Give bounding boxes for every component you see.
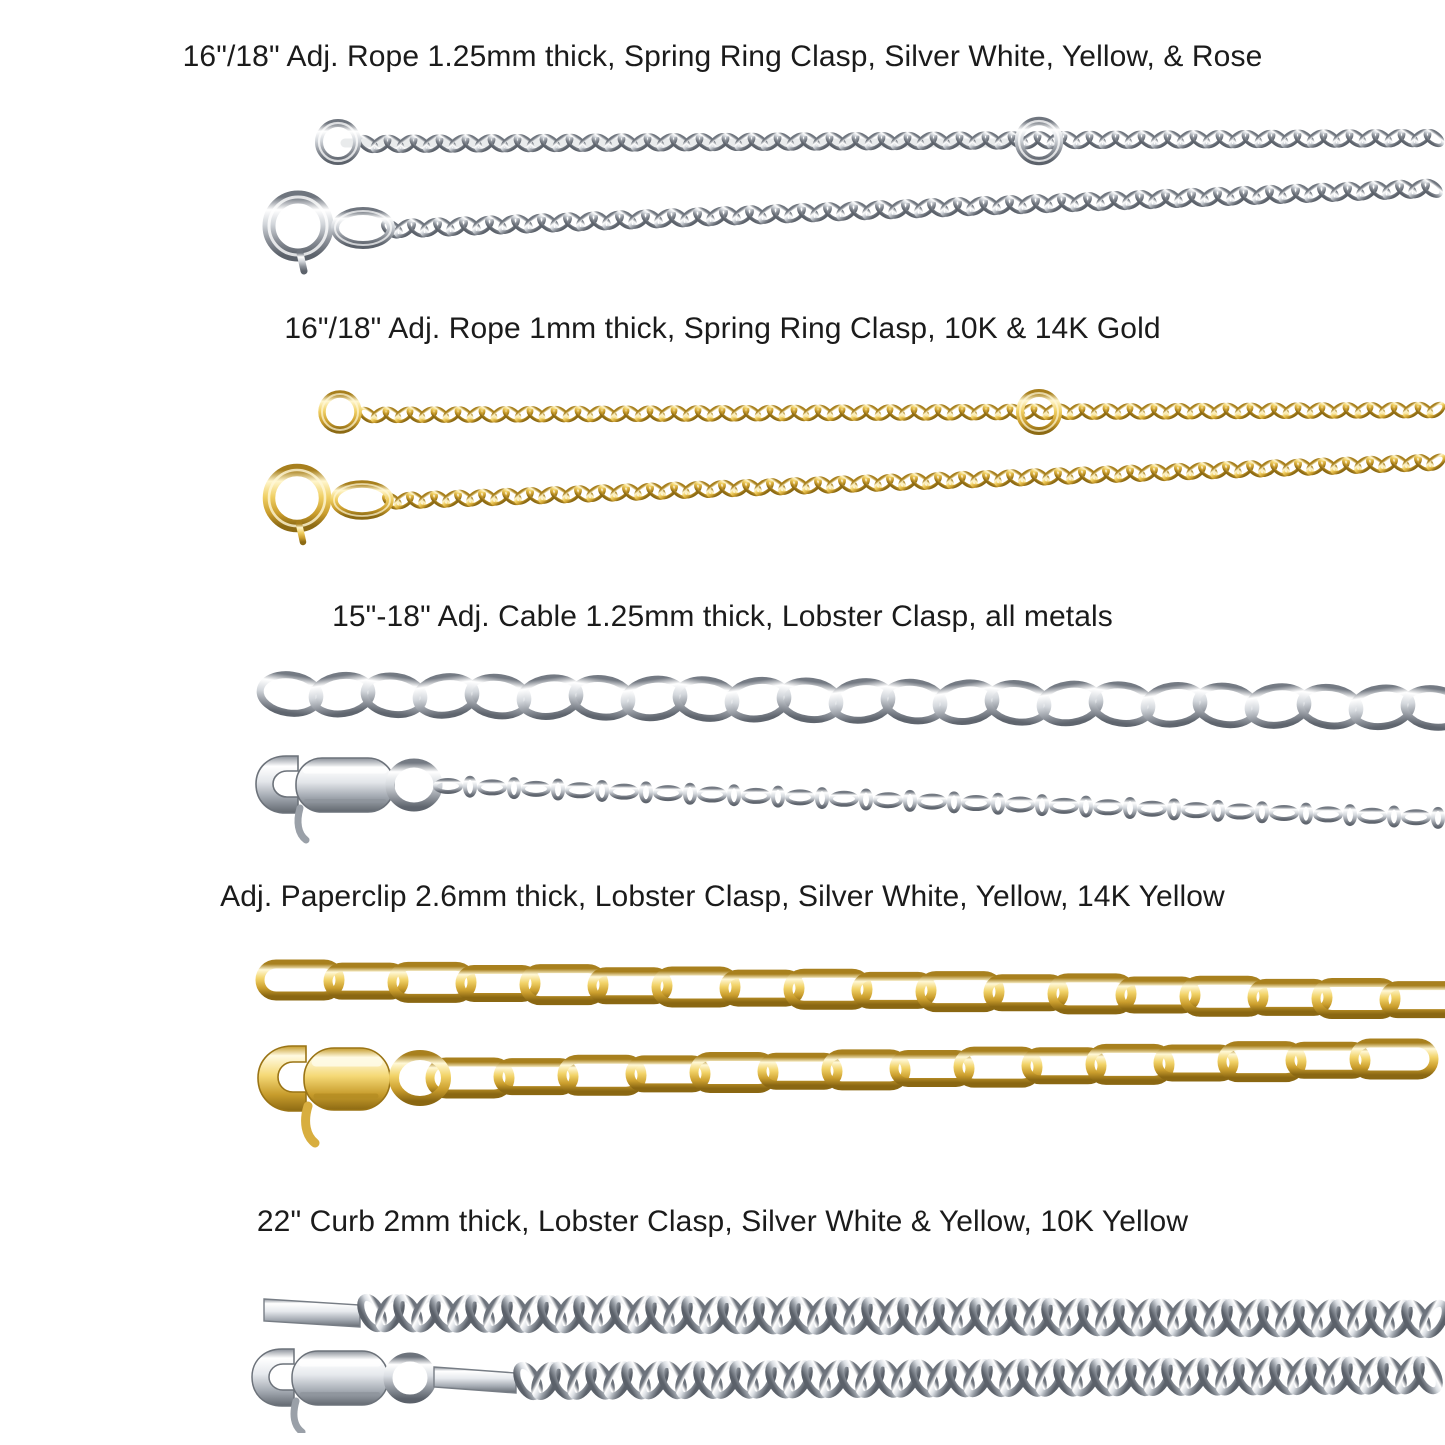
chain-section-curb [0,1205,1445,1435]
lobster-clasp-silver [256,756,438,840]
lobster-clasp-curb [252,1349,516,1432]
curb-endcap-upper [264,1299,360,1327]
section-label-curb: 22" Curb 2mm thick, Lobster Clasp, Silver White & Yellow, 10K Yellow [256,1205,1189,1238]
rope-links-lower-gold [381,452,1445,510]
spring-ring-clasp-silver [269,197,391,271]
chain-illustration-rope-silver [0,98,1445,298]
chain-section-paperclip [0,880,1445,1160]
jump-ring-left-gold [322,394,358,430]
paperclip-links-upper [260,964,1445,1015]
section-label-paperclip: Adj. Paperclip 2.6mm thick, Lobster Clasp, Silver White, Yellow, 14K Yellow [220,880,1225,913]
cable-chain-links [435,778,1443,827]
chain-illustration-curb [0,1263,1445,1433]
paperclip-links-lower [430,1043,1434,1094]
chain-illustration-cable [0,658,1445,868]
jump-ring-right-gold [1020,393,1058,431]
section-label-rope-silver: 16"/18" Adj. Rope 1.25mm thick, Spring Ring Clasp, Silver White, Yellow, & Rose [182,40,1263,73]
chain-illustration-paperclip [0,938,1445,1168]
lobster-clasp-gold [258,1046,446,1143]
rope-links-upper-gold [358,401,1445,425]
chain-section-rope-gold [0,312,1445,562]
section-label-rope-gold: 16"/18" Adj. Rope 1mm thick, Spring Ring Clasp, 10K & 14K Gold [284,312,1161,345]
curb-links-upper [356,1294,1445,1338]
section-label-cable: 15"-18" Adj. Cable 1.25mm thick, Lobster Clasp, all metals [332,600,1113,633]
curb-links-lower [512,1356,1444,1400]
extender-chain-links [258,671,1445,731]
spring-ring-clasp-gold [269,470,390,542]
chain-illustration-rope-gold [0,370,1445,570]
chain-section-rope-silver [0,40,1445,290]
rope-links-lower [380,177,1444,239]
chain-section-cable [0,600,1445,850]
